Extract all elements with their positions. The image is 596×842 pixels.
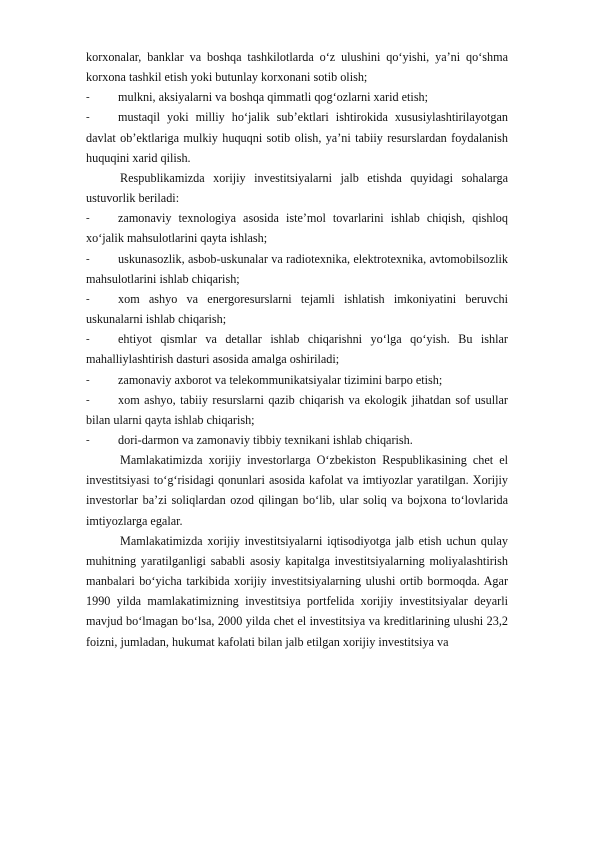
bullet-item: [86, 329, 508, 369]
bullet-text: zamonaviy texnologiya asosida iste’mol tovarlarini ishlab chiqish, qishloq xo‘jalik mahsulotlarini qayta ishlash;: [86, 211, 508, 246]
bullet-dash: -: [86, 393, 90, 406]
bullet-text: zamonaviy axborot va telekommunikatsiyalar tizimini barpo etish;: [118, 372, 443, 387]
bullet-dash: -: [86, 111, 90, 124]
bullet-item: [86, 370, 508, 390]
bullet-item: [86, 107, 508, 167]
paragraph: Respublikamizda xorijiy investitsiyalarni jalb etishda quyidagi sohalarga ustuvorlik beriladi:: [86, 170, 508, 206]
document-page: [86, 47, 508, 652]
bullet-item: [86, 249, 508, 289]
bullet-text: uskunasozlik, asbob-uskunalar va radiotexnika, elektrotexnika, avtomobilsozlik mahsulotlarini ishlab chiqarish;: [86, 251, 508, 286]
bullet-item: [86, 430, 508, 450]
bullet-text: dori-darmon va zamonaviy tibbiy texnikani ishlab chiqarish.: [118, 432, 413, 447]
bullet-dash: -: [86, 373, 90, 386]
bullet-item: [86, 390, 508, 430]
paragraph: korxonalar, banklar va boshqa tashkilotlarda o‘z ulushini qo‘yishi, ya’ni qo‘shma korxona tashkil etish yoki butunlay korxonani sotib olish;: [86, 50, 508, 85]
bullet-dash: -: [86, 292, 90, 305]
paragraph: Mamlakatimizda xorijiy investitsiyalarni iqtisodiyotga jalb etish uchun qulay muhitning yaratilganligi sababli asosiy kapitalga investitsiyalarning moliyalashtirish manbalari bo‘yicha tarkibida xorijiy investitsiyalarning ulushi ortib bormoqda. Agar 1990 yilda mamlakatimizning investitsiya portfelida xorijiy investitsiyalar deyarli mavjud bo‘lmagan bo‘lsa, 2000 yilda chet el investitsiya va kreditlarining ulushi 23,2 foizni, jumladan, hukumat kafolati bilan jalb etilgan xorijiy investitsiya va: [86, 533, 508, 649]
bullet-text: xom ashyo, tabiiy resurslarni qazib chiqarish va ekologik jihatdan sof usullar bilan ularni qayta ishlab chiqarish;: [86, 392, 508, 427]
bullet-text: mulkni, aksiyalarni va boshqa qimmatli qog‘ozlarni xarid etish;: [118, 90, 429, 105]
bullet-text: ehtiyot qismlar va detallar ishlab chiqarishni yo‘lga qo‘yish. Bu ishlar mahalliylashtirish dasturi asosida amalga oshiriladi;: [86, 332, 508, 367]
bullet-item: [86, 289, 508, 329]
bullet-dash: -: [86, 333, 90, 346]
bullet-dash: -: [86, 252, 90, 265]
bullet-dash: -: [86, 212, 90, 225]
bullet-dash: -: [86, 433, 90, 446]
paragraph: Mamlakatimizda xorijiy investorlarga O‘zbekiston Respublikasining chet el investitsiyasi to‘g‘risidagi qonunlari asosida kafolat va imtiyozlar yaratilgan. Xorijiy investorlar ba’zi soliqlardan ozod qilingan bo‘lib, ular soliq va bojxona to‘lovlarida imtiyozlarga egalar.: [86, 453, 508, 528]
bullet-dash: -: [86, 91, 90, 104]
bullet-item: [86, 87, 508, 107]
bullet-item: [86, 208, 508, 248]
bullet-text: xom ashyo va energoresurslarni tejamli ishlatish imkoniyatini beruvchi uskunalarni ishlab chiqarish;: [86, 291, 508, 327]
bullet-text: mustaqil yoki milliy ho‘jalik sub’ektlari ishtirokida xususiylashtirilayotgan davlat ob’ektlariga mulkiy huquqni sotib olish, ya’ni tabiiy resurslardan foydalanish huquqini xarid qilish.: [86, 110, 508, 165]
